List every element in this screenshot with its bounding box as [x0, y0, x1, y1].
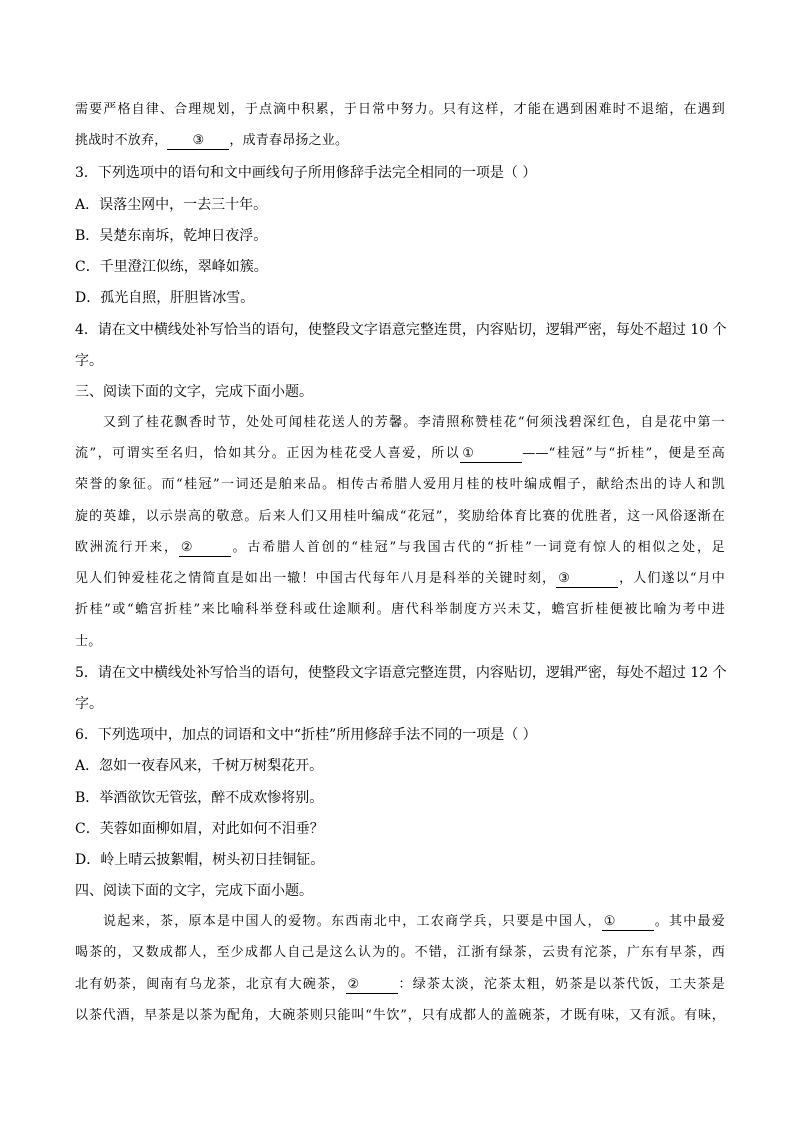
passage-line: [103, 912, 725, 932]
passage-text: 说起来，茶，原本是中国人的爱物。东西南北中，工农商学兵，只要是中国人，: [103, 914, 602, 929]
question-3-option-c[interactable]: C．千里澄江似练，翠峰如簇。: [75, 259, 268, 275]
passage-line: 荣誉的象征。而“桂冠”一词还是舶来品。相传古希腊人爱用月桂的枝叶编成帽子，献给杰出的诗人和凯: [75, 477, 725, 492]
passage-text: 。古希腊人首创的“桂冠”与我国古代的“折桂”一词竟有惊人的相似之处，足: [230, 540, 725, 555]
question-4-stem: 4．请在文中横线处补写恰当的语句，使整段文字语意完整连贯，内容贴切，逻辑严密，每处不超过 10 个: [75, 322, 727, 338]
passage-text: ，成青春昂扬之业。: [229, 133, 349, 148]
passage-line: 以茶代酒，早茶是以茶为配角，大碗茶则只能叫“牛饮”，只有成都人的盖碗茶，才既有味，又有派。有味，: [75, 1008, 725, 1023]
passage-line: 喝茶的，又数成都人，至少成都人自己是这么认为的。不错，江浙有绿茶，云贵有沱茶，广东有早茶，西: [75, 945, 725, 960]
passage-text: ——“桂冠”与“折桂”，便是至高: [522, 446, 726, 461]
passage-text: 。其中最爱: [653, 914, 725, 929]
fill-blank-1[interactable]: ①: [602, 914, 654, 931]
question-3-stem: 3．下列选项中的语句和文中画线句子所用修辞手法完全相同的一项是（ ）: [75, 165, 537, 181]
question-6-stem: 6．下列选项中，加点的词语和文中“折桂”所用修辞手法不同的一项是（ ）: [75, 727, 537, 743]
passage-line: 旋的英雄，以示崇高的敬意。后来人们又用桂叶编成“花冠”，奖励给体育比赛的优胜者，这一风俗逐渐在: [75, 509, 725, 524]
passage-text: 流”，可谓实至名归，恰如其分。正因为桂花受人喜爱，所以: [75, 446, 461, 461]
question-6-option-c[interactable]: C．芙蓉如面柳如眉，对此如何不泪垂？: [75, 821, 324, 837]
passage-line: [75, 569, 725, 589]
fill-blank-3[interactable]: ③: [167, 133, 229, 150]
passage-line: [75, 975, 725, 995]
question-4-stem-cont: 字。: [75, 353, 103, 369]
passage-text: ，人们遂以“月中: [618, 571, 725, 586]
question-3-option-b[interactable]: B．吴楚东南坼，乾坤日夜浮。: [75, 228, 268, 244]
question-3-option-d[interactable]: D．孤光自照，肝胆皆冰雪。: [75, 290, 255, 306]
question-5-stem-cont: 字。: [75, 696, 103, 712]
fill-blank-3[interactable]: ③: [556, 571, 618, 588]
passage-line: 折桂”或“蟾宫折桂”来比喻科举登科或仕途顺利。唐代科举制度方兴未艾，蟾宫折桂便被比喻为考中进: [75, 602, 725, 617]
section-4-heading: 四、阅读下面的文字，完成下面小题。: [75, 883, 313, 899]
passage-text: 见人们钟爱桂花之情简直是如出一辙！中国古代每年八月是科举的关键时刻，: [75, 571, 557, 586]
passage-text: 北有奶茶，闽南有乌龙茶，北京有大碗茶，: [75, 977, 346, 992]
passage-line: [75, 444, 725, 464]
question-6-option-a[interactable]: A．忽如一夜春风来，千树万树梨花开。: [75, 758, 324, 774]
question-3-option-a[interactable]: A．误落尘网中，一去三十年。: [75, 197, 268, 213]
section-3-heading: 三、阅读下面的文字，完成下面小题。: [75, 384, 313, 400]
question-6-option-d[interactable]: D．岭上晴云披絮帽，树头初日挂铜钲。: [75, 852, 325, 868]
passage-line: 士。: [75, 634, 102, 649]
passage-line: 又到了桂花飘香时节，处处可闻桂花送人的芳馨。李清照称赞桂花“何须浅碧深红色，自是花中第一: [103, 415, 725, 430]
passage-text: 欧洲流行开来，: [75, 540, 179, 555]
passage-line: [75, 131, 725, 151]
passage-text: 挑战时不放弃，: [75, 133, 168, 148]
fill-blank-2[interactable]: ②: [179, 540, 231, 557]
passage-line: 需要严格自律、合理规划，于点滴中积累，于日常中努力。只有这样，才能在遇到困难时不退缩，在遇到: [75, 102, 725, 117]
fill-blank-2[interactable]: ②: [346, 977, 398, 994]
fill-blank-1[interactable]: ①: [460, 446, 522, 463]
question-6-option-b[interactable]: B．举酒欲饮无管弦，醉不成欢惨将别。: [75, 790, 324, 806]
passage-line: [75, 538, 725, 558]
question-5-stem: 5．请在文中横线处补写恰当的语句，使整段文字语意完整连贯，内容贴切，逻辑严密，每处不超过 12 个: [75, 665, 727, 681]
passage-text: ：绿茶太淡，沱茶太粗，奶茶是以茶代饭，工夫茶是: [397, 977, 725, 992]
